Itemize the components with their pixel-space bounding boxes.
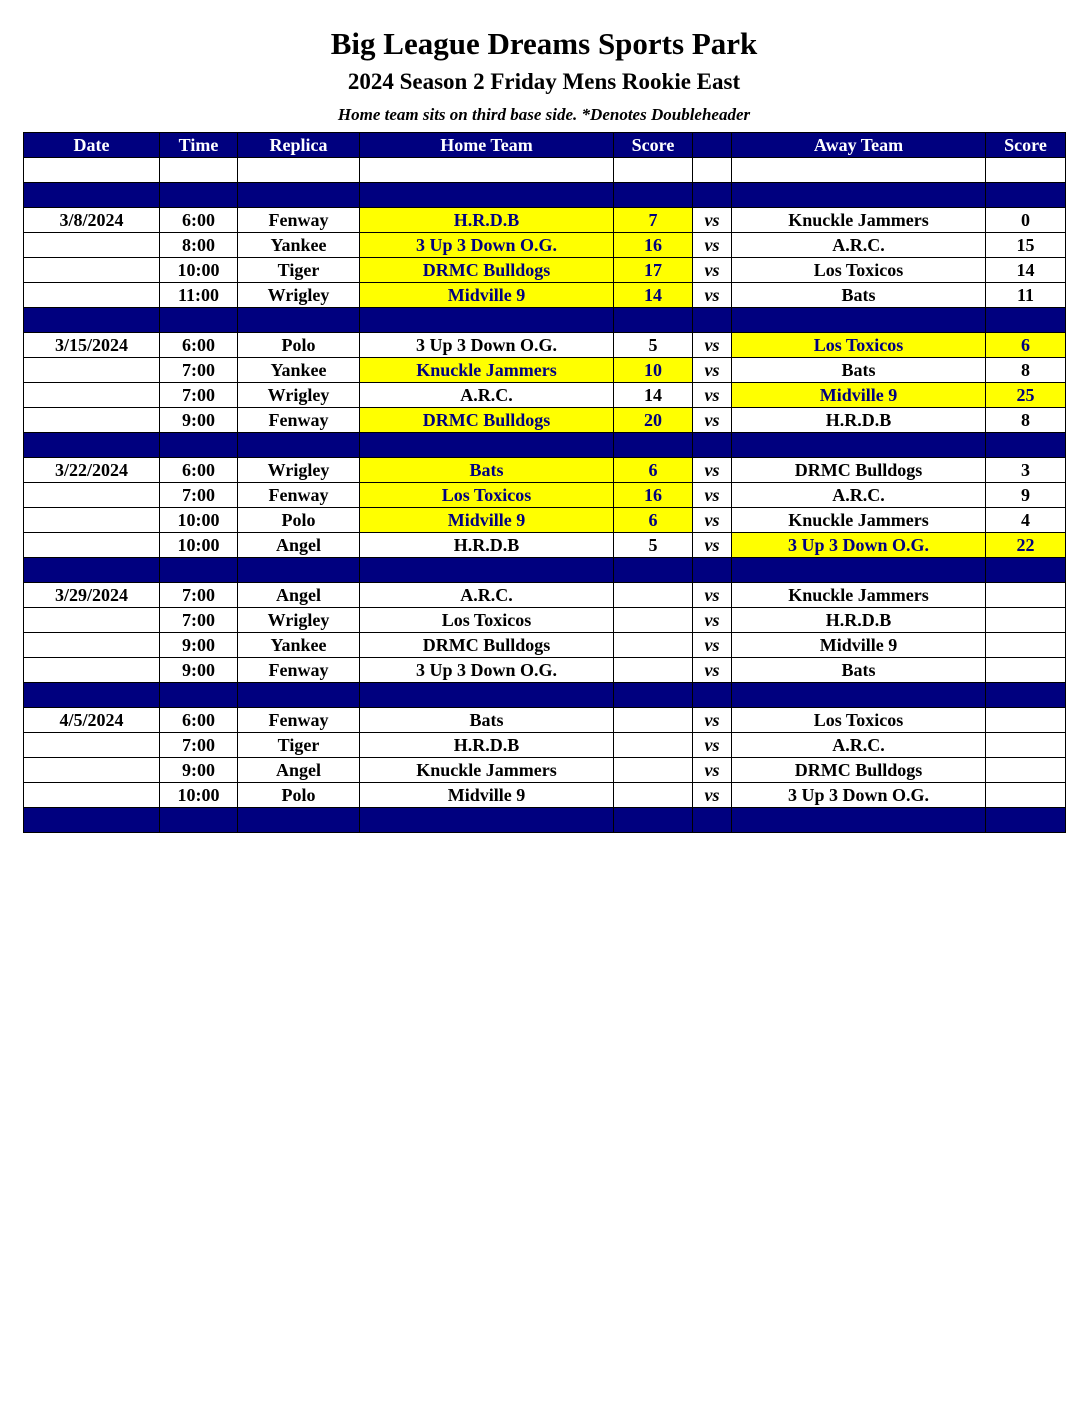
game-date: 4/5/2024 xyxy=(24,708,160,733)
away-team: Bats xyxy=(732,658,986,683)
game-time: 8:00 xyxy=(160,233,238,258)
game-replica: Yankee xyxy=(238,633,360,658)
away-score: 15 xyxy=(986,233,1066,258)
away-team: 3 Up 3 Down O.G. xyxy=(732,533,986,558)
home-score: 10 xyxy=(614,358,693,383)
game-row xyxy=(24,758,1066,783)
game-row xyxy=(24,658,1066,683)
vs-label: vs xyxy=(693,258,732,283)
game-replica: Fenway xyxy=(238,408,360,433)
game-row xyxy=(24,283,1066,308)
schedule-body xyxy=(24,158,1066,833)
home-score: 16 xyxy=(614,233,693,258)
game-date: 3/8/2024 xyxy=(24,208,160,233)
vs-label: vs xyxy=(693,333,732,358)
home-score: 6 xyxy=(614,508,693,533)
game-replica: Yankee xyxy=(238,358,360,383)
away-team: A.R.C. xyxy=(732,233,986,258)
home-team: Bats xyxy=(360,458,614,483)
home-score xyxy=(614,633,693,658)
week-separator-row xyxy=(24,683,1066,708)
away-score: 8 xyxy=(986,408,1066,433)
game-row xyxy=(24,408,1066,433)
game-time: 7:00 xyxy=(160,733,238,758)
home-team: Los Toxicos xyxy=(360,608,614,633)
home-score: 16 xyxy=(614,483,693,508)
header-row xyxy=(24,133,1066,158)
away-score xyxy=(986,583,1066,608)
away-score xyxy=(986,733,1066,758)
away-score: 8 xyxy=(986,358,1066,383)
away-team: Los Toxicos xyxy=(732,258,986,283)
game-date xyxy=(24,358,160,383)
schedule-table xyxy=(23,132,1066,833)
game-replica: Polo xyxy=(238,333,360,358)
game-time: 10:00 xyxy=(160,533,238,558)
game-time: 7:00 xyxy=(160,608,238,633)
game-row xyxy=(24,733,1066,758)
page-subtitle: 2024 Season 2 Friday Mens Rookie East xyxy=(347,69,741,94)
vs-label: vs xyxy=(693,283,732,308)
game-row xyxy=(24,608,1066,633)
home-score xyxy=(614,583,693,608)
home-team: DRMC Bulldogs xyxy=(360,633,614,658)
game-replica: Fenway xyxy=(238,483,360,508)
game-time: 7:00 xyxy=(160,483,238,508)
game-date xyxy=(24,783,160,808)
col-header-away-team: Away Team xyxy=(732,133,986,158)
vs-label: vs xyxy=(693,583,732,608)
game-row xyxy=(24,583,1066,608)
away-score: 9 xyxy=(986,483,1066,508)
game-replica: Wrigley xyxy=(238,608,360,633)
away-team: Bats xyxy=(732,358,986,383)
game-date xyxy=(24,633,160,658)
home-score xyxy=(614,733,693,758)
game-replica: Tiger xyxy=(238,258,360,283)
vs-label: vs xyxy=(693,733,732,758)
away-score: 0 xyxy=(986,208,1066,233)
game-replica: Polo xyxy=(238,783,360,808)
game-date: 3/22/2024 xyxy=(24,458,160,483)
home-team: Bats xyxy=(360,708,614,733)
game-replica: Yankee xyxy=(238,233,360,258)
away-team: Midville 9 xyxy=(732,383,986,408)
away-team: DRMC Bulldogs xyxy=(732,458,986,483)
game-time: 6:00 xyxy=(160,458,238,483)
game-time: 7:00 xyxy=(160,358,238,383)
away-team: Los Toxicos xyxy=(732,708,986,733)
home-score: 5 xyxy=(614,533,693,558)
game-row xyxy=(24,483,1066,508)
game-date xyxy=(24,758,160,783)
schedule-note: Home team sits on third base side. *Denotes Doubleheader xyxy=(337,105,751,124)
game-row xyxy=(24,333,1066,358)
game-replica: Angel xyxy=(238,583,360,608)
game-replica: Polo xyxy=(238,508,360,533)
col-header-time: Time xyxy=(160,133,238,158)
vs-label: vs xyxy=(693,608,732,633)
game-time: 10:00 xyxy=(160,258,238,283)
home-score xyxy=(614,758,693,783)
game-time: 11:00 xyxy=(160,283,238,308)
week-separator-row xyxy=(24,183,1066,208)
week-separator-row xyxy=(24,808,1066,833)
away-score: 22 xyxy=(986,533,1066,558)
vs-label: vs xyxy=(693,358,732,383)
away-score xyxy=(986,608,1066,633)
game-row xyxy=(24,458,1066,483)
away-score xyxy=(986,758,1066,783)
home-team: 3 Up 3 Down O.G. xyxy=(360,333,614,358)
game-date xyxy=(24,533,160,558)
away-team: DRMC Bulldogs xyxy=(732,758,986,783)
vs-label: vs xyxy=(693,458,732,483)
vs-label: vs xyxy=(693,233,732,258)
away-team: Knuckle Jammers xyxy=(732,208,986,233)
home-team: A.R.C. xyxy=(360,383,614,408)
home-team: Midville 9 xyxy=(360,783,614,808)
home-score: 17 xyxy=(614,258,693,283)
home-team: H.R.D.B xyxy=(360,733,614,758)
game-date: 3/15/2024 xyxy=(24,333,160,358)
game-row xyxy=(24,633,1066,658)
home-team: Los Toxicos xyxy=(360,483,614,508)
home-score: 14 xyxy=(614,383,693,408)
home-team: H.R.D.B xyxy=(360,533,614,558)
away-team: A.R.C. xyxy=(732,733,986,758)
game-replica: Wrigley xyxy=(238,383,360,408)
vs-label: vs xyxy=(693,708,732,733)
home-score xyxy=(614,783,693,808)
game-replica: Wrigley xyxy=(238,458,360,483)
game-row xyxy=(24,783,1066,808)
home-team: 3 Up 3 Down O.G. xyxy=(360,658,614,683)
game-time: 9:00 xyxy=(160,658,238,683)
vs-label: vs xyxy=(693,633,732,658)
away-team: Knuckle Jammers xyxy=(732,583,986,608)
week-separator-row xyxy=(24,433,1066,458)
away-team: H.R.D.B xyxy=(732,608,986,633)
away-score: 3 xyxy=(986,458,1066,483)
home-team: DRMC Bulldogs xyxy=(360,258,614,283)
home-score: 7 xyxy=(614,208,693,233)
week-separator-row xyxy=(24,308,1066,333)
away-team: Midville 9 xyxy=(732,633,986,658)
home-score: 14 xyxy=(614,283,693,308)
game-date xyxy=(24,258,160,283)
home-score: 20 xyxy=(614,408,693,433)
col-header-date: Date xyxy=(24,133,160,158)
game-row xyxy=(24,208,1066,233)
home-score xyxy=(614,658,693,683)
game-time: 10:00 xyxy=(160,508,238,533)
vs-label: vs xyxy=(693,483,732,508)
game-date: 3/29/2024 xyxy=(24,583,160,608)
game-row xyxy=(24,708,1066,733)
game-replica: Fenway xyxy=(238,708,360,733)
game-row xyxy=(24,383,1066,408)
vs-label: vs xyxy=(693,783,732,808)
home-team: Knuckle Jammers xyxy=(360,358,614,383)
away-team: H.R.D.B xyxy=(732,408,986,433)
game-time: 9:00 xyxy=(160,408,238,433)
game-replica: Tiger xyxy=(238,733,360,758)
game-date xyxy=(24,658,160,683)
game-date xyxy=(24,608,160,633)
game-date xyxy=(24,283,160,308)
away-score xyxy=(986,708,1066,733)
page-title: Big League Dreams Sports Park xyxy=(330,26,758,61)
away-team: Knuckle Jammers xyxy=(732,508,986,533)
home-score: 6 xyxy=(614,458,693,483)
game-date xyxy=(24,508,160,533)
home-team: Midville 9 xyxy=(360,283,614,308)
game-date xyxy=(24,233,160,258)
blank-row xyxy=(24,158,1066,183)
game-date xyxy=(24,383,160,408)
game-time: 7:00 xyxy=(160,383,238,408)
away-score xyxy=(986,658,1066,683)
game-time: 9:00 xyxy=(160,758,238,783)
game-replica: Fenway xyxy=(238,208,360,233)
away-team: Bats xyxy=(732,283,986,308)
away-score: 14 xyxy=(986,258,1066,283)
away-score: 4 xyxy=(986,508,1066,533)
home-team: 3 Up 3 Down O.G. xyxy=(360,233,614,258)
away-team: Los Toxicos xyxy=(732,333,986,358)
game-row xyxy=(24,233,1066,258)
away-score xyxy=(986,633,1066,658)
game-replica: Angel xyxy=(238,533,360,558)
home-score xyxy=(614,708,693,733)
col-header-vs xyxy=(693,133,732,158)
home-team: H.R.D.B xyxy=(360,208,614,233)
game-time: 7:00 xyxy=(160,583,238,608)
vs-label: vs xyxy=(693,408,732,433)
game-row xyxy=(24,358,1066,383)
away-team: A.R.C. xyxy=(732,483,986,508)
col-header-replica: Replica xyxy=(238,133,360,158)
home-team: Midville 9 xyxy=(360,508,614,533)
away-score: 11 xyxy=(986,283,1066,308)
game-row xyxy=(24,258,1066,283)
game-time: 6:00 xyxy=(160,708,238,733)
home-score: 5 xyxy=(614,333,693,358)
vs-label: vs xyxy=(693,383,732,408)
game-replica: Wrigley xyxy=(238,283,360,308)
vs-label: vs xyxy=(693,758,732,783)
game-date xyxy=(24,408,160,433)
home-team: A.R.C. xyxy=(360,583,614,608)
game-row xyxy=(24,508,1066,533)
home-team: DRMC Bulldogs xyxy=(360,408,614,433)
home-score xyxy=(614,608,693,633)
home-team: Knuckle Jammers xyxy=(360,758,614,783)
game-date xyxy=(24,733,160,758)
game-time: 6:00 xyxy=(160,208,238,233)
vs-label: vs xyxy=(693,658,732,683)
game-row xyxy=(24,533,1066,558)
vs-label: vs xyxy=(693,533,732,558)
game-replica: Fenway xyxy=(238,658,360,683)
game-time: 9:00 xyxy=(160,633,238,658)
vs-label: vs xyxy=(693,508,732,533)
game-replica: Angel xyxy=(238,758,360,783)
vs-label: vs xyxy=(693,208,732,233)
away-score xyxy=(986,783,1066,808)
col-header-home-team: Home Team xyxy=(360,133,614,158)
week-separator-row xyxy=(24,558,1066,583)
away-team: 3 Up 3 Down O.G. xyxy=(732,783,986,808)
away-score: 6 xyxy=(986,333,1066,358)
game-time: 6:00 xyxy=(160,333,238,358)
game-date xyxy=(24,483,160,508)
col-header-away-score: Score xyxy=(986,133,1066,158)
col-header-home-score: Score xyxy=(614,133,693,158)
game-time: 10:00 xyxy=(160,783,238,808)
away-score: 25 xyxy=(986,383,1066,408)
